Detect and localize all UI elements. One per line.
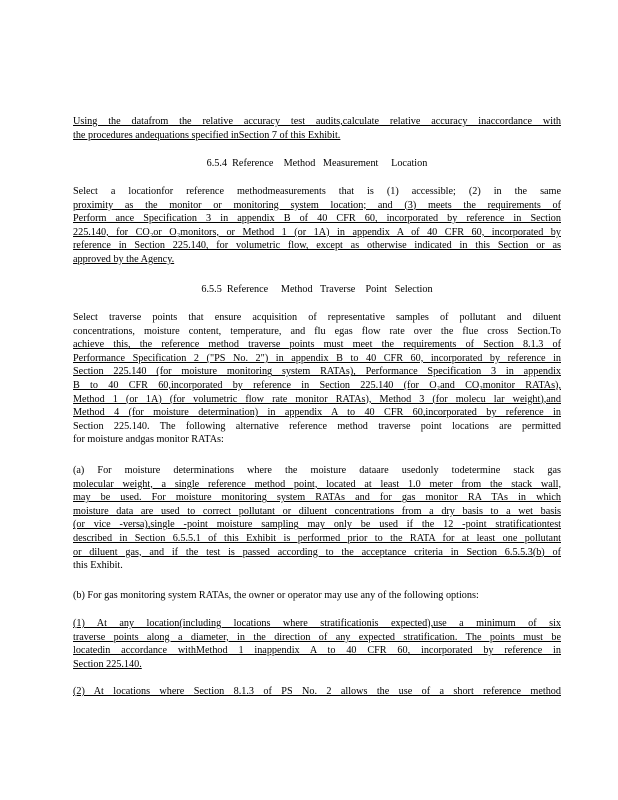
text-line: reference in Section 225.140, for volumetric flow, except as otherwise indicated in this Section or as (73, 240, 561, 252)
text-line: Select a locationfor reference methodmeasurements that is (1) accessible; (2) in the same (73, 186, 561, 197)
text-line: Perform ance Specification 3 in appendix B of 40 CFR 60, incorporated by reference in Section (73, 213, 561, 225)
paragraph-option-2-short-reference (73, 685, 561, 699)
text-line: the procedures andequations specified inSection 7 of this Exhibit. (73, 129, 341, 141)
text-line: moisture data are used to correct pollutant or diluent concentrations from a dry basis to a wet basis (73, 505, 561, 517)
text-line: may be used. For moisture monitoring system RATAs and for gas monitor RA TAs in which (73, 492, 561, 504)
text-line: Performance Specification 2 ("PS No. 2") in appendix B to 40 CFR 60, incorporated by reference in (73, 352, 561, 364)
text-line: 225.140, for CO₂or O₂monitors, or Method 1 (or 1A) in appendix A of 40 CFR 60, incorporated by (73, 226, 561, 238)
paragraph-traverse-point-selection (73, 311, 561, 447)
text-line: B to 40 CFR 60,incorporated by reference in Section 225.140 (for O₂and CO₂monitor RATAs), (73, 379, 561, 391)
paragraph-option-1-any-location (73, 617, 561, 671)
text-line: (b) For gas monitoring system RATAs, the owner or operator may use any of the following options: (73, 590, 479, 601)
text-line: Section 225.140. The following alternative reference method traverse point locations are permitted (73, 420, 561, 432)
text-line: this Exhibit. (73, 560, 123, 572)
paragraph-calculate-relative-accuracy (73, 115, 561, 142)
text-line: traverse points along a diameter, in the direction of any expected stratification. The points must be (73, 631, 561, 643)
text-line: Section 225.140 (for moisture monitoring system RATAs), Performance Specification 3 in appendix (73, 366, 561, 378)
text-line: approved by the Agency. (73, 253, 175, 265)
text-line: (1) At any location(including locations where stratificationis expected),use a minimum of six (73, 618, 561, 629)
text-line: described in Section 6.5.5.1 of this Exhibit is performed prior to the RATA for at least one pollutant (73, 532, 561, 544)
section-heading-6-5-5: 6.5.5 Reference Method Traverse Point Selection (201, 284, 433, 295)
text-line: molecular weight, a single reference method point, located at least 1.0 meter from the stack wall, (73, 478, 561, 490)
text-line: (or vice -versa),single -point moisture sampling may only be used if the 12 -point stratificationtest (73, 519, 561, 531)
paragraph-gas-monitoring-options (73, 589, 561, 603)
text-line: achieve this, the reference method traverse points must meet the requirements of Section 8.1.3 of (73, 339, 561, 351)
text-line: proximity as the monitor or monitoring system location; and (3) meets the requirements of (73, 199, 561, 211)
text-line: Select traverse points that ensure acquisition of representative samples of pollutant and diluent (73, 312, 561, 323)
paragraph-moisture-determinations (73, 464, 561, 573)
text-line: for moisture andgas monitor RATAs: (73, 434, 224, 446)
text-line: or diluent gas, and if the test is passed according to the acceptance criteria in Section 6.5.5.3(b) of (73, 546, 561, 558)
text-line: Section 225.140. (73, 658, 142, 670)
text-line: Using the datafrom the relative accuracy test audits,calculate relative accuracy inaccordance with (73, 116, 561, 127)
text-line: (a) For moisture determinations where the moisture dataare usedonly todetermine stack gas (73, 465, 561, 476)
paragraph-reference-method-location (73, 185, 561, 267)
text-line: (2) At locations where Section 8.1.3 of PS No. 2 allows the use of a short reference method (73, 686, 561, 697)
section-heading-6-5-4: 6.5.4 Reference Method Measurement Location (206, 158, 428, 169)
text-line: Method 1 (or 1A) (for volumetric flow rate monitor RATAs), Method 3 (for molecu lar weight),and (73, 393, 561, 405)
text-line: concentrations, moisture content, temperature, and flu egas flow rate over the flue cross Section.To (73, 325, 561, 337)
text-line: locatedin accordance withMethod 1 inappendix A to 40 CFR 60, incorporated by reference in (73, 645, 561, 657)
text-line: Method 4 (for moisture determination) in appendix A to 40 CFR 60,incorporated by reference in (73, 407, 561, 419)
